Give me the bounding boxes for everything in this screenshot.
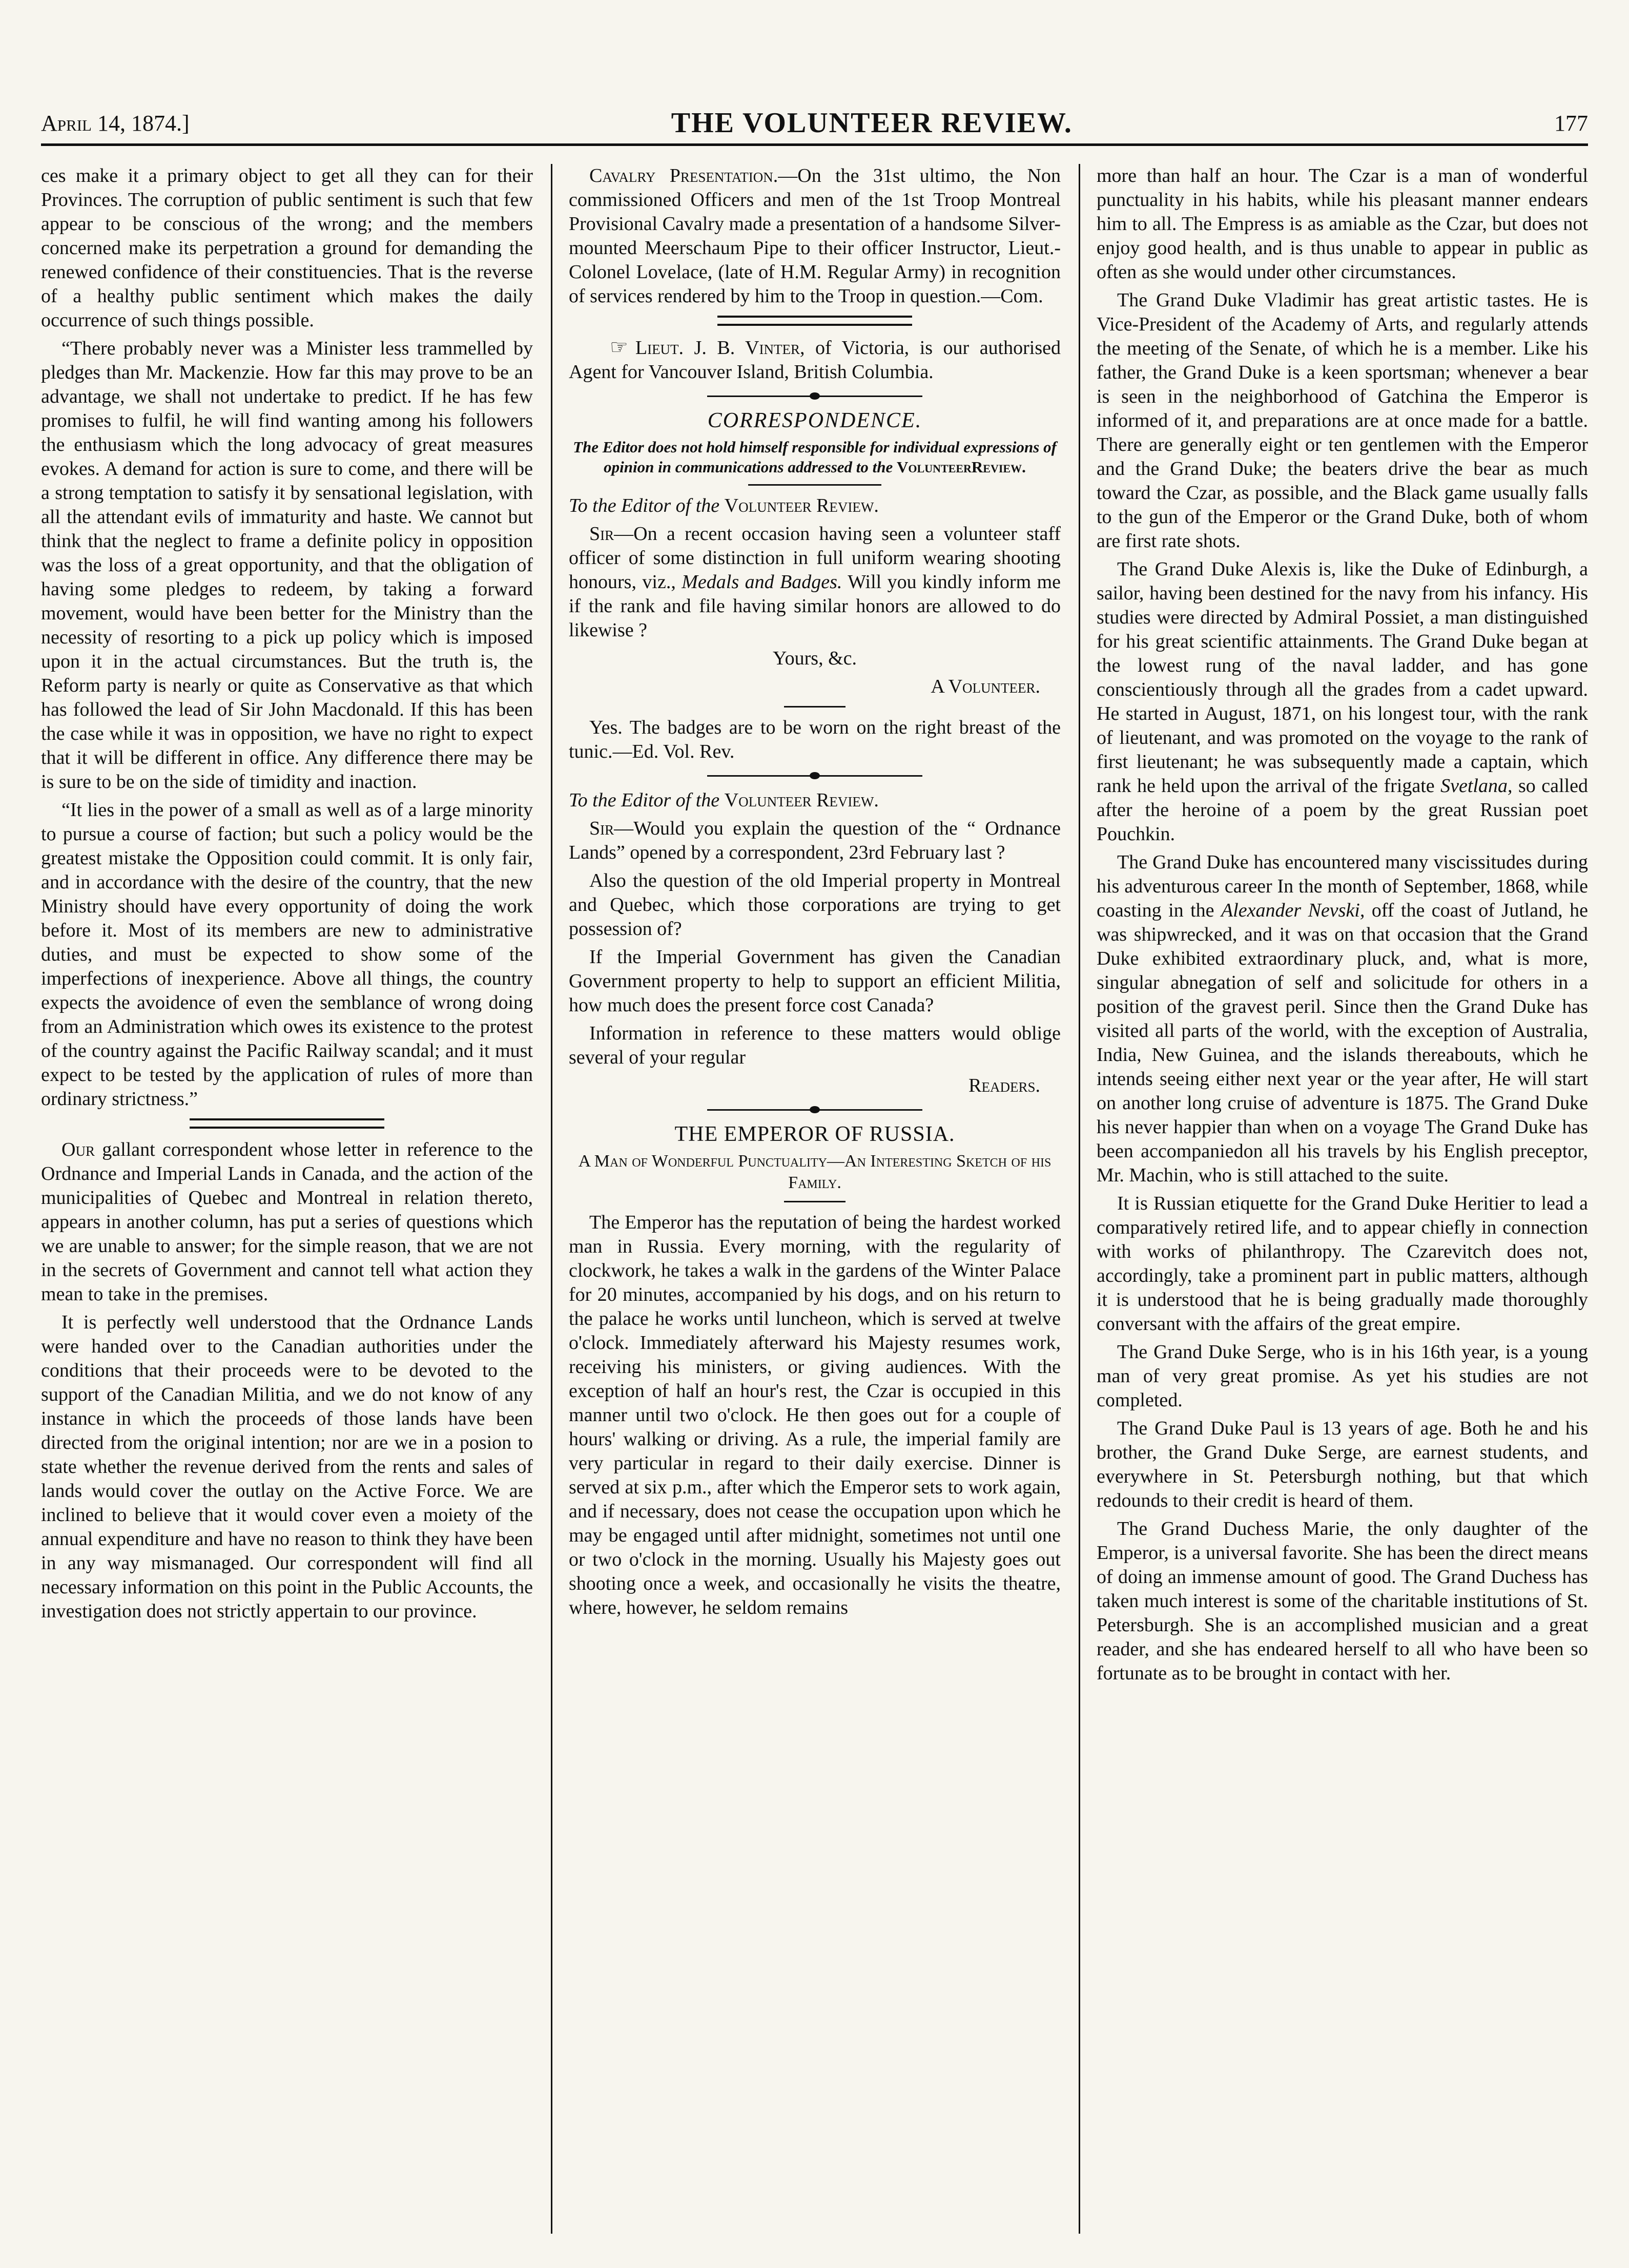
disclaimer-text: The Editor does not hold himself responsible for individual expressions of opinion in communications addressed to the bbox=[573, 438, 1057, 476]
issue-date: April 14, 1874.] bbox=[41, 110, 190, 136]
lead-word: Sir bbox=[589, 818, 614, 839]
paragraph-text: so called after the heroine of a poem by the great Russian poet Pouchkin. bbox=[1097, 775, 1588, 845]
paragraph-text: gallant correspondent whose letter in reference to the Ordnance and Imperial Lands in Canada, and the action of the municipalities of Quebec and Montreal in relation thereto, appears in another column, has put a series of questions which we are unable to answer; for the simple reason, that we are not in the secrets of Government and cannot tell what action they mean to take in the premises. bbox=[41, 1139, 533, 1305]
article-paragraph bbox=[569, 335, 1061, 384]
letter-paragraph bbox=[569, 817, 1061, 865]
paragraph-text: Will you kindly inform me if the rank and file having similar honors are allowed to do likewise ? bbox=[569, 571, 1061, 641]
column-rule bbox=[1079, 164, 1080, 2234]
salutation-publication: Volunteer Review. bbox=[724, 495, 879, 516]
article-paragraph: ces make it a primary object to get all they can for their Provinces. The corruption of public sentiment is such that few appear to be conscious of the wrong; and the members concerned make its perpetration a ground for demanding the renewed confidence of their constituencies. That is the reverse of a healthy public sentiment which makes the daily occurrence of such things possible. bbox=[41, 165, 533, 331]
article-paragraph bbox=[41, 1138, 533, 1306]
salutation-publication: Volunteer Review. bbox=[724, 789, 879, 811]
page-number: 177 bbox=[1554, 110, 1588, 136]
article-paragraph: “It lies in the power of a small as well as of a large minority to pursue a course of faction; but such a policy would be the greatest mistake the Opposition could commit. It is only fair, and in accordance with the desire of the country, that the new Ministry should have every opportunity of doing the work before it. Most of its members are new to administrative duties, and must be expected to show some of the imperfections of inexperience. Above all things, the country expects the avoidence of even the semblance of wrong doing from an Administration which owes its existence to the protest of the country against the Pacific Railway scandal; and it must expect to be tested by the application of rules of more than ordinary strictness.” bbox=[41, 799, 533, 1110]
column-left bbox=[41, 164, 533, 2234]
lead-word: Cavalry Presentation. bbox=[589, 165, 778, 186]
section-divider bbox=[190, 1118, 384, 1129]
page-header bbox=[41, 102, 1588, 146]
article-subheading: A Man of Wonderful Punctuality—An Interesting Sketch of his Family. bbox=[578, 1152, 1051, 1192]
article-paragraph: The Emperor has the reputation of being the hardest worked man in Russia. Every morning, with the regularity of clockwork, he takes a walk in the gardens of the Winter Palace for 20 minutes, accompanied by his dogs, and on his return to the palace he works until luncheon, which is served at twelve o'clock. Immediately afterward his Majesty resumes work, receiving his ministers, or giving audiences. With the exception of half an hour's rest, the Czar is occupied in this manner until two o'clock. He then goes out for a couple of hours' walking or driving. As a rule, the imperial family are very particular in regard to their daily exercise. Dinner is served at six p.m., after which the Emperor sets to work again, and if necessary, does not cease the occupation upon which he may be engaged until after midnight, sometimes not until one or two o'clock in the morning. Usually his Majesty goes out shooting once a week, and occasionally he visits the theatre, where, however, he seldom remains bbox=[569, 1212, 1061, 1618]
pointing-hand-icon: ☞ bbox=[610, 336, 628, 359]
article-paragraph bbox=[569, 164, 1061, 308]
editor-reply: Yes. The badges are to be worn on the right breast of the tunic.—Ed. Vol. Rev. bbox=[569, 717, 1061, 762]
letter-paragraph: Also the question of the old Imperial property in Montreal and Quebec, which those corporations are trying to get possession of? bbox=[569, 870, 1061, 940]
lead-word: Our bbox=[61, 1139, 95, 1160]
letter-paragraph: Information in reference to these matters would oblige several of your regular bbox=[569, 1023, 1061, 1068]
salutation-text: To the Editor of the bbox=[569, 789, 725, 811]
paragraph-text: The Grand Duke has encountered many viscissitudes during his adventurous career In the month of September, 1868, while coasting in the bbox=[1097, 851, 1588, 921]
section-divider bbox=[784, 706, 846, 708]
section-divider bbox=[707, 771, 922, 780]
letter-salutation bbox=[569, 494, 1061, 518]
article-paragraph: The Grand Duke Vladimir has great artistic tastes. He is Vice-President of the Academy of Arts, and regularly attends the meeting of the Senate, of which he is a member. Like his father, the Grand Duke is a keen sportsman; whenever a bear is seen in the neighborhood of Gatchina the Emperor is informed of it, and preparations are at once made for a battle. There are generally eight or ten gentlemen with the Emperor and the Grand Duke; the beaters drive the bear as much toward the Czar, as possible, and the Black game usually falls to the gun of the Emperor or the Grand Duke, both of whom are first rate shots. bbox=[1097, 289, 1588, 552]
lead-word: Sir bbox=[589, 523, 614, 545]
article-paragraph: The Grand Duke Serge, who is in his 16th year, is a young man of very great promise. As yet his studies are not completed. bbox=[1097, 1341, 1588, 1411]
paragraph-text: —Would you explain the question of the “ Ordnance Lands” opened by a correspondent, 23rd February last ? bbox=[569, 818, 1061, 863]
paragraph-text: —On a recent occasion having seen a volunteer staff officer of some distinction in full uniform wearing shooting honours, viz., bbox=[569, 523, 1061, 593]
column-middle bbox=[569, 164, 1061, 2234]
paragraph-text: —On the 31st ultimo, the Non commissioned Officers and men of the 1st Troop Montreal Provisional Cavalry made a presentation of a handsome Silver-mounted Meerschaum Pipe to their officer Instructor, Lieut.-Colonel Lovelace, (late of H.M. Regular Army) in recognition of services rendered by him to the Troop in question.—Com. bbox=[569, 165, 1061, 307]
publication-title: THE VOLUNTEER REVIEW. bbox=[671, 107, 1073, 139]
section-divider bbox=[707, 1105, 922, 1114]
column-right bbox=[1097, 164, 1588, 2234]
article-paragraph bbox=[1097, 850, 1588, 1188]
ship-name: Alexander Nevski, bbox=[1221, 900, 1365, 921]
salutation-text: To the Editor of the bbox=[569, 495, 725, 516]
editor-disclaimer bbox=[569, 437, 1061, 477]
letter-paragraph: If the Imperial Government has given the Canadian Government property to help to support an efficient Militia, how much does the present force cost Canada? bbox=[569, 946, 1061, 1016]
ship-name: Svetlana, bbox=[1440, 775, 1513, 797]
paragraph-text: off the coast of Jutland, he was shipwrecked, and it was on that occasion that the Grand Duke exhibited extraordinary pluck, and, what is more, singular abnegation of self and solicitude for others in a position of the gravest peril. Since then the Grand Duke has visited all parts of the world, with the exception of Australia, India, New Guinea, and the islands thereabouts, which he intends seeing either next year or the year after, He will start on another long cruise of adventure is 1875. The Grand Duke his never happier than when on a voyage The Grand Duke has been accompaniedon all his travels by his English preceptor, Mr. Machin, who is still attached to the suite. bbox=[1097, 900, 1588, 1186]
letter-signature: Readers. bbox=[968, 1075, 1040, 1096]
lead-word: Lieut. J. B. Vinter, bbox=[635, 337, 805, 359]
paragraph-text: The Grand Duke Alexis is, like the Duke of Edinburgh, a sailor, having been destined for the navy from his infancy. His studies were directed by Admiral Possiet, a man distinguished for his great scientific attainments. The Grand Duke began at the lowest rung of the naval ladder, and has gone conscientiously through all the grades from a cadet upward. He started in August, 1871, on his longest tour, with the rank of lieutenant, and was promoted on the voyage to the rank of first lieutenant; he was subsequently made a captain, which rank he held upon the arrival of the frigate bbox=[1097, 558, 1588, 797]
article-paragraph: It is Russian etiquette for the Grand Duke Heritier to lead a comparatively retired life, and to appear chiefly in connection with works of philanthropy. The Czarevitch does not, accordingly, take a prominent part in public matters, although it is understood that he is being gradually made thoroughly conversant with the affairs of the great empire. bbox=[1097, 1193, 1588, 1335]
paragraph-emphasis: Medals and Badges. bbox=[682, 571, 842, 593]
section-divider bbox=[784, 1201, 846, 1202]
disclaimer-publication: VolunteerReview. bbox=[897, 458, 1026, 476]
section-heading: CORRESPONDENCE. bbox=[707, 409, 922, 432]
section-divider bbox=[707, 391, 922, 401]
article-heading: THE EMPEROR OF RUSSIA. bbox=[674, 1122, 955, 1146]
newspaper-page bbox=[41, 102, 1588, 2244]
letter-paragraph bbox=[569, 522, 1061, 642]
article-paragraph: “There probably never was a Minister less trammelled by pledges than Mr. Mackenzie. How far this may prove to be an advantage, we shall not undertake to predict. If he has few promises to fulfil, he will find wanting among his followers the enthusiasm which the long advocacy of great measures evokes. A demand for action is sure to come, and there will be a strong temptation to satisfy it by sensational legislation, with all the attendant evils of immaturity and haste. We cannot but think that the neglect to frame a definite policy in opposition was the loss of a great opportunity, and that the obligation of having some pledges to redeem, by taking a forward movement, would have been better for the Ministry than the necessity of resorting to a pick up policy which is imposed upon it in the actual circumstances. But the truth is, the Reform party is nearly or quite as Conservative as that which has followed the lead of Sir John Macdonald. If this has been the case while it was in opposition, we have no right to expect that it will be different in office. Any difference there may be is sure to be on the side of timidity and inaction. bbox=[41, 338, 533, 793]
letter-closing: Yours, &c. bbox=[772, 648, 857, 669]
paragraph-text: of Victoria, is our authorised Agent for Vancouver Island, British Columbia. bbox=[569, 337, 1061, 383]
article-paragraph: The Grand Duke Paul is 13 years of age. Both he and his brother, the Grand Duke Serge, are earnest students, and everywhere in St. Petersburgh nothing, but that which redounds to their credit is heard of them. bbox=[1097, 1418, 1588, 1511]
article-paragraph bbox=[1097, 557, 1588, 846]
article-paragraph: The Grand Duchess Marie, the only daughter of the Emperor, is a universal favorite. She has been the direct means of doing an immense amount of good. The Grand Duchess has taken much interest is some of the charitable institutions of St. Petersburgh. She is an accomplished musician and a great reader, and she has endeared herself to all who have been so fortunate as to be brought in contact with her. bbox=[1097, 1518, 1588, 1684]
letter-signature: A Volunteer. bbox=[931, 676, 1040, 697]
column-rule bbox=[551, 164, 552, 2234]
article-paragraph: more than half an hour. The Czar is a man of wonderful punctuality in his habits, while his pleasant manner endears him to all. The Empress is as amiable as the Czar, but does not enjoy good health, and is thus unable to appear in public as often as she would under other circumstances. bbox=[1097, 165, 1588, 283]
section-divider bbox=[717, 316, 912, 326]
letter-salutation bbox=[569, 788, 1061, 813]
article-paragraph: It is perfectly well understood that the Ordnance Lands were handed over to the Canadian authorities under the conditions that their proceeds were to be devoted to the support of the Canadian Militia, and we do not know of any instance in which the proceeds of those lands have been directed from the original intention; nor are we in a posion to state whether the revenue derived from the rents and sales of lands would cover the outlay on the Active Force. We are inclined to believe that it would cover even a moiety of the annual expenditure and have no reason to think they have been in any way mismanaged. Our correspondent will find all necessary information on this point in the Public Accounts, the investigation does not strictly appertain to our province. bbox=[41, 1312, 533, 1622]
section-divider bbox=[748, 484, 881, 486]
